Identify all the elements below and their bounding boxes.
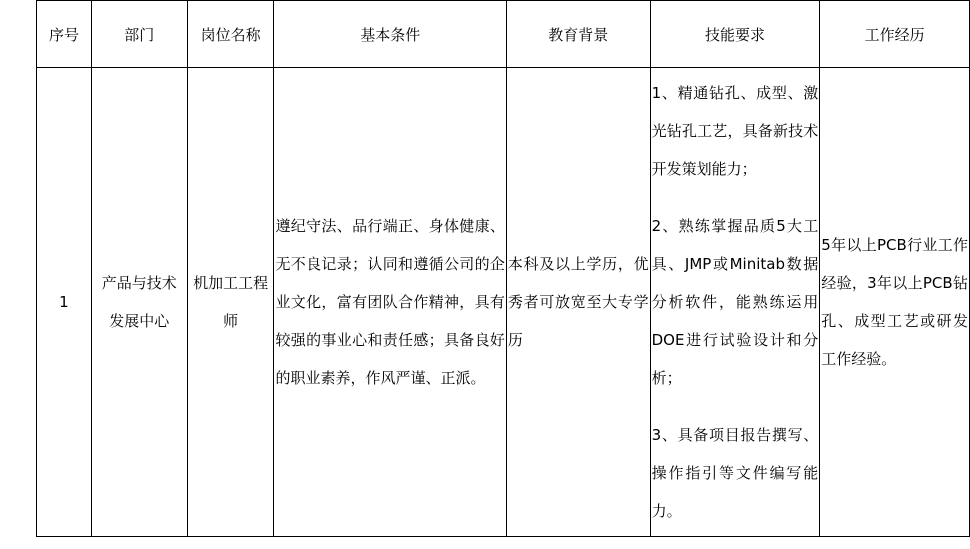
skill-item: 1、精通钻孔、成型、激光钻孔工艺，具备新技术开发策划能力； xyxy=(651,84,819,178)
cell-basic xyxy=(274,68,506,537)
skill-item: 2、熟练掌握品质5大工具、JMP或Minitab数据分析软件，能熟练运用DOE进行试验设计和分析； xyxy=(651,217,819,387)
header-row xyxy=(37,1,970,68)
header-education: 教育背景 xyxy=(506,1,650,68)
header-position: 岗位名称 xyxy=(187,1,274,68)
cell-dept xyxy=(91,68,187,537)
table-row xyxy=(37,68,970,537)
seq-value: 1 xyxy=(59,293,69,311)
skill-item: 3、具备项目报告撰写、操作指引等文件编写能力。 xyxy=(651,426,819,520)
header-skills: 技能要求 xyxy=(650,1,820,68)
job-requirements-table xyxy=(36,0,970,537)
education-value: 本科及以上学历，优秀者可放宽至大专学历 xyxy=(507,255,649,349)
experience-value: 5年以上PCB行业工作经验，3年以上PCB钻孔、成型工艺或研发工作经验。 xyxy=(821,236,968,368)
header-basic: 基本条件 xyxy=(274,1,506,68)
cell-education xyxy=(506,68,650,537)
header-experience: 工作经历 xyxy=(820,1,970,68)
basic-value: 遵纪守法、品行端正、身体健康、无不良记录；认同和遵循公司的企业文化，富有团队合作精神，具有较强的事业心和责任感；具备良好的职业素养，作风严谨、正派。 xyxy=(275,217,505,387)
cell-experience xyxy=(820,68,970,537)
cell-skills xyxy=(650,68,820,537)
cell-position xyxy=(187,68,274,537)
header-seq: 序号 xyxy=(37,1,92,68)
header-dept: 部门 xyxy=(91,1,187,68)
position-value: 机加工工程师 xyxy=(193,274,269,330)
cell-seq xyxy=(37,68,92,537)
dept-value: 产品与技术发展中心 xyxy=(101,274,177,330)
